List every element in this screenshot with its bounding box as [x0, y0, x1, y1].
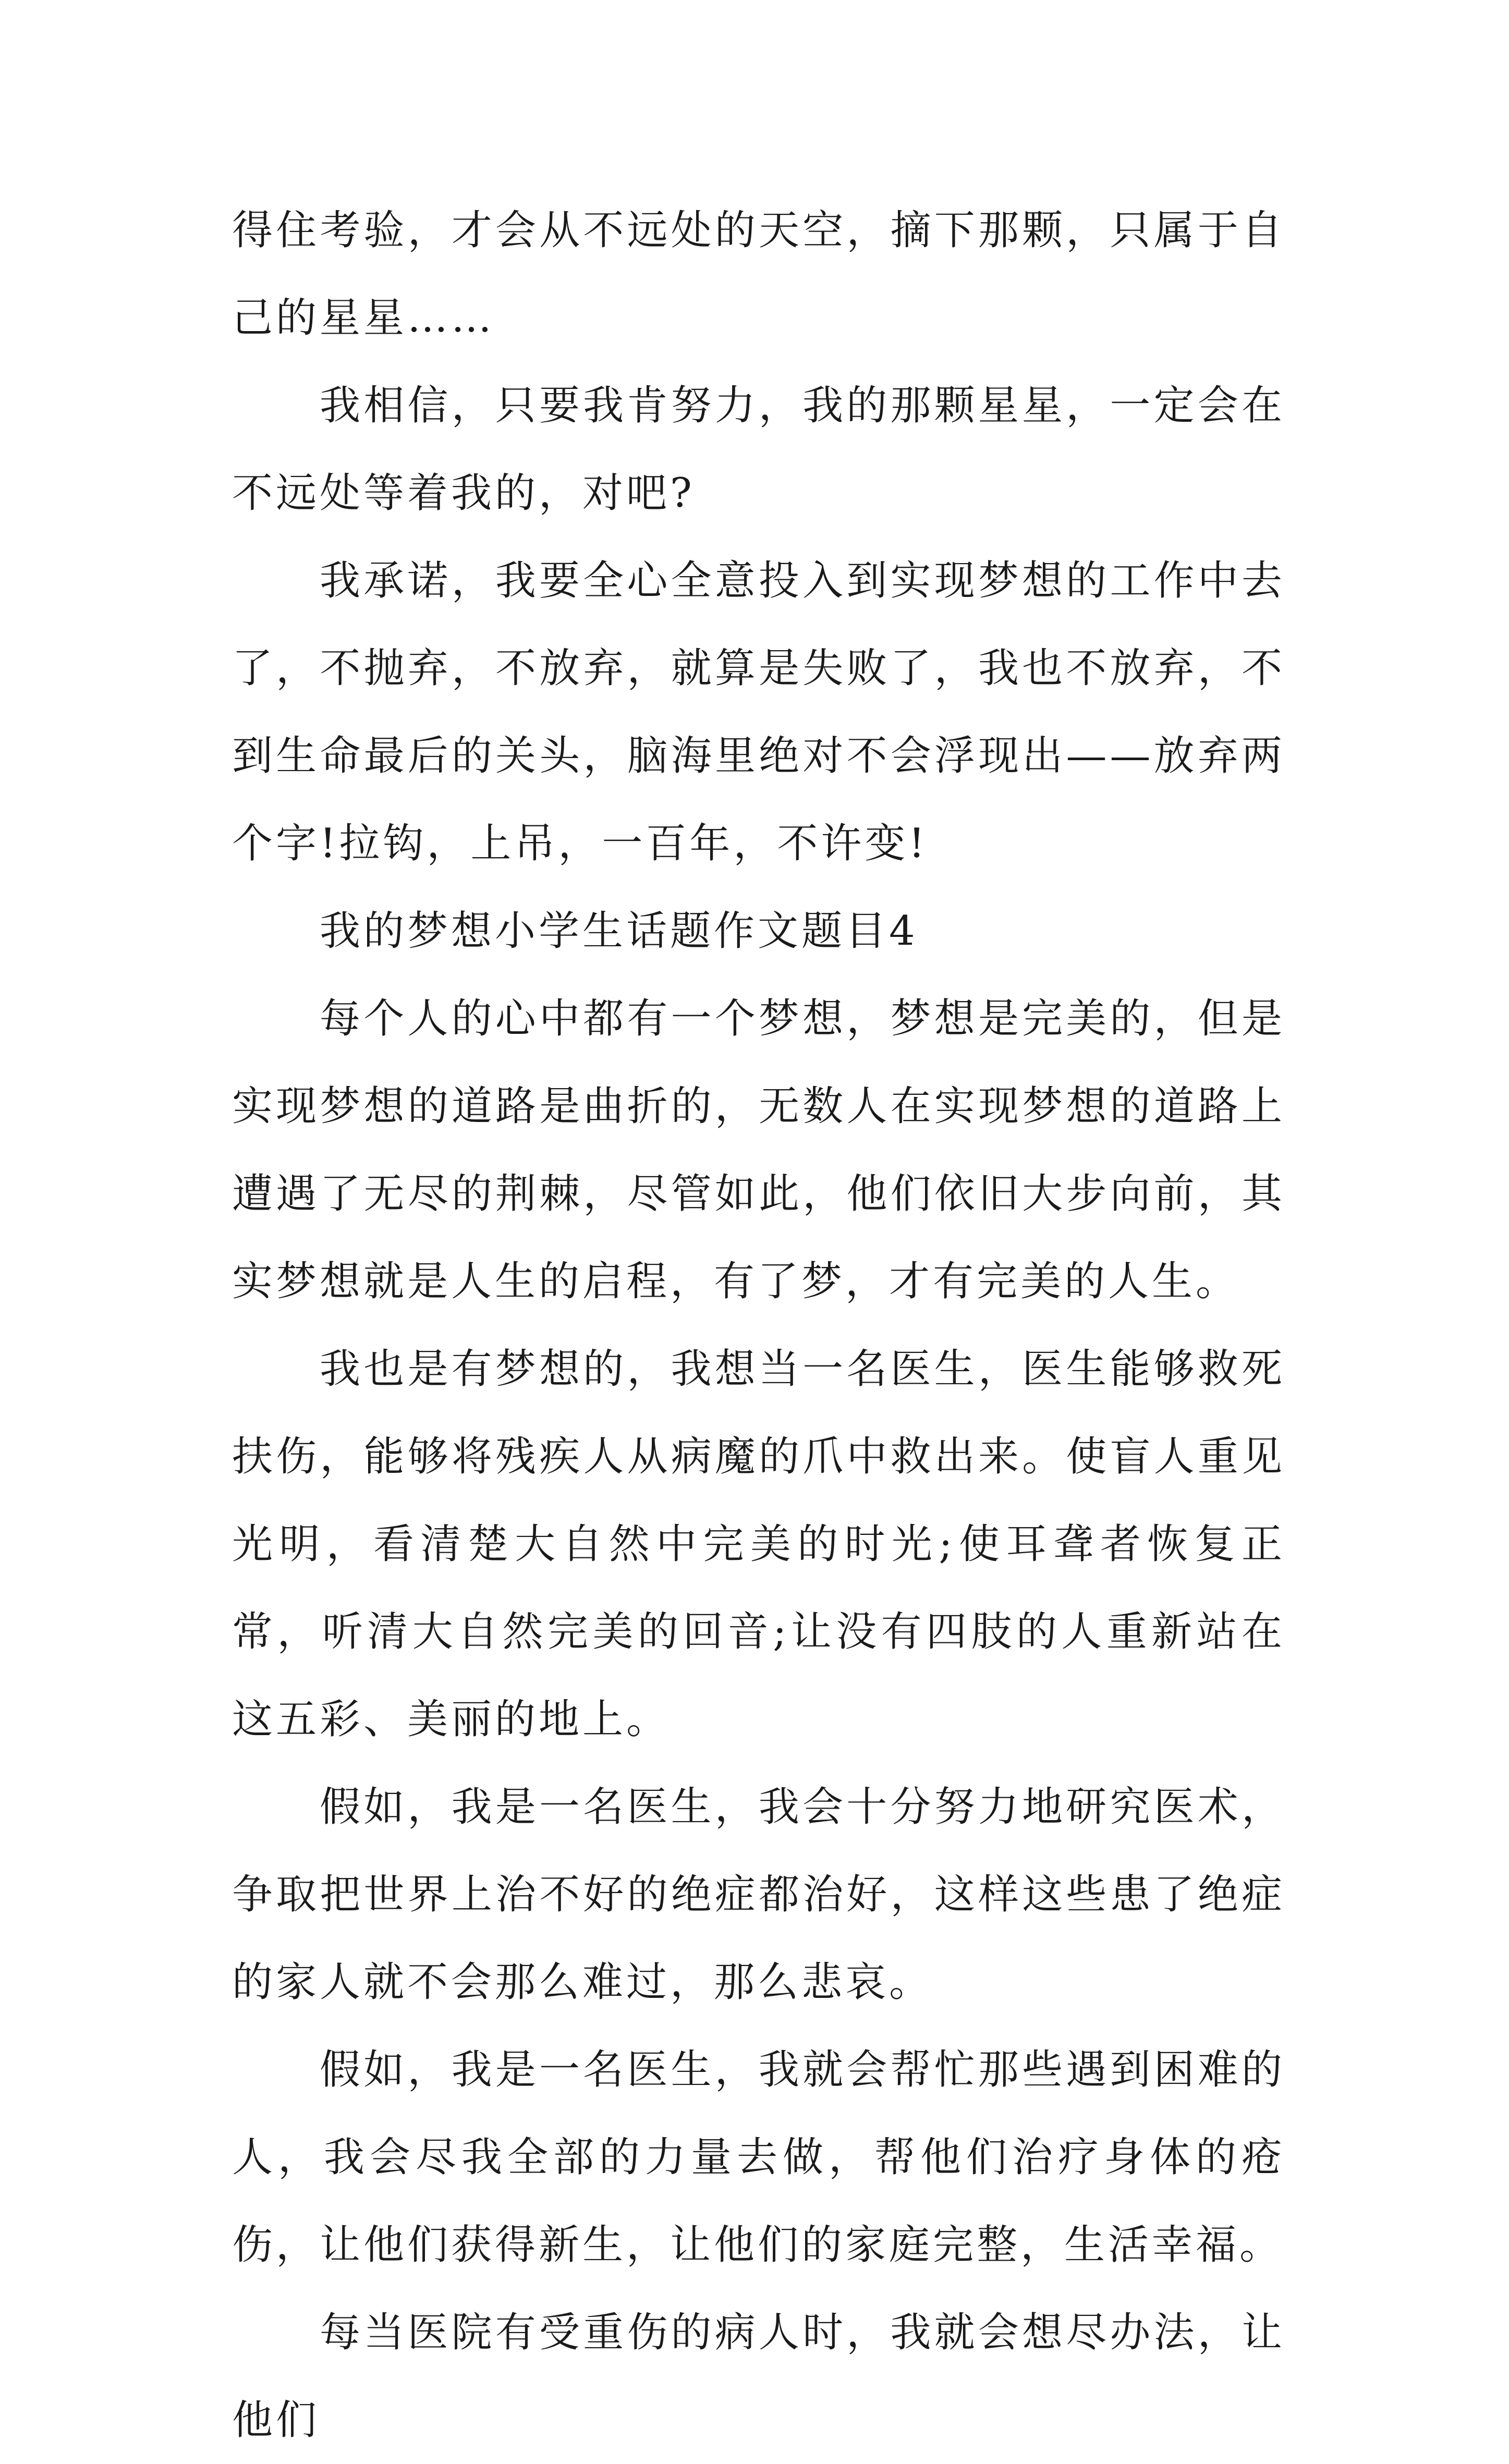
paragraph-3: 我承诺，我要全心全意投入到实现梦想的工作中去了，不抛弃，不放弃，就算是失败了，我也不放弃，不到生命最后的关头，脑海里绝对不会浮现出——放弃两个字!拉钩，上吊，一百年，不许变!	[232, 557, 1285, 867]
paragraph-7: 假如，我是一名医生，我就会帮忙那些遇到困难的人，我会尽我全部的力量去做，帮他们治疗身体的疮伤，让他们获得新生，让他们的家庭完整，生活幸福。	[232, 2046, 1285, 2268]
paragraph-6: 假如，我是一名医生，我会十分努力地研究医术，争取把世界上治不好的绝症都治好，这样这些患了绝症的家人就不会那么难过，那么悲哀。	[232, 1784, 1285, 2006]
document-body	[232, 187, 1285, 2464]
paragraph-1: 得住考验，才会从不远处的天空，摘下那颗，只属于自己的星星……	[232, 207, 1285, 341]
paragraph-2: 我相信，只要我肯努力，我的那颗星星，一定会在不远处等着我的，对吧?	[232, 382, 1285, 517]
paragraph-5: 我也是有梦想的，我想当一名医生，医生能够救死扶伤，能够将残疾人从病魔的爪中救出来。使盲人重见光明，看清楚大自然中完美的时光;使耳聋者恢复正常，听清大自然完美的回音;让没有四肢的人重新站在这五彩、美丽的地上。	[232, 1346, 1285, 1743]
paragraph-8: 每当医院有受重伤的病人时，我就会想尽办法，让他们	[232, 2309, 1285, 2444]
section-heading: 我的梦想小学生话题作文题目4	[320, 908, 918, 955]
paragraph-4: 每个人的心中都有一个梦想，梦想是完美的，但是实现梦想的道路是曲折的，无数人在实现梦想的道路上遭遇了无尽的荆棘，尽管如此，他们依旧大步向前，其实梦想就是人生的启程，有了梦，才有完美的人生。	[232, 995, 1285, 1305]
